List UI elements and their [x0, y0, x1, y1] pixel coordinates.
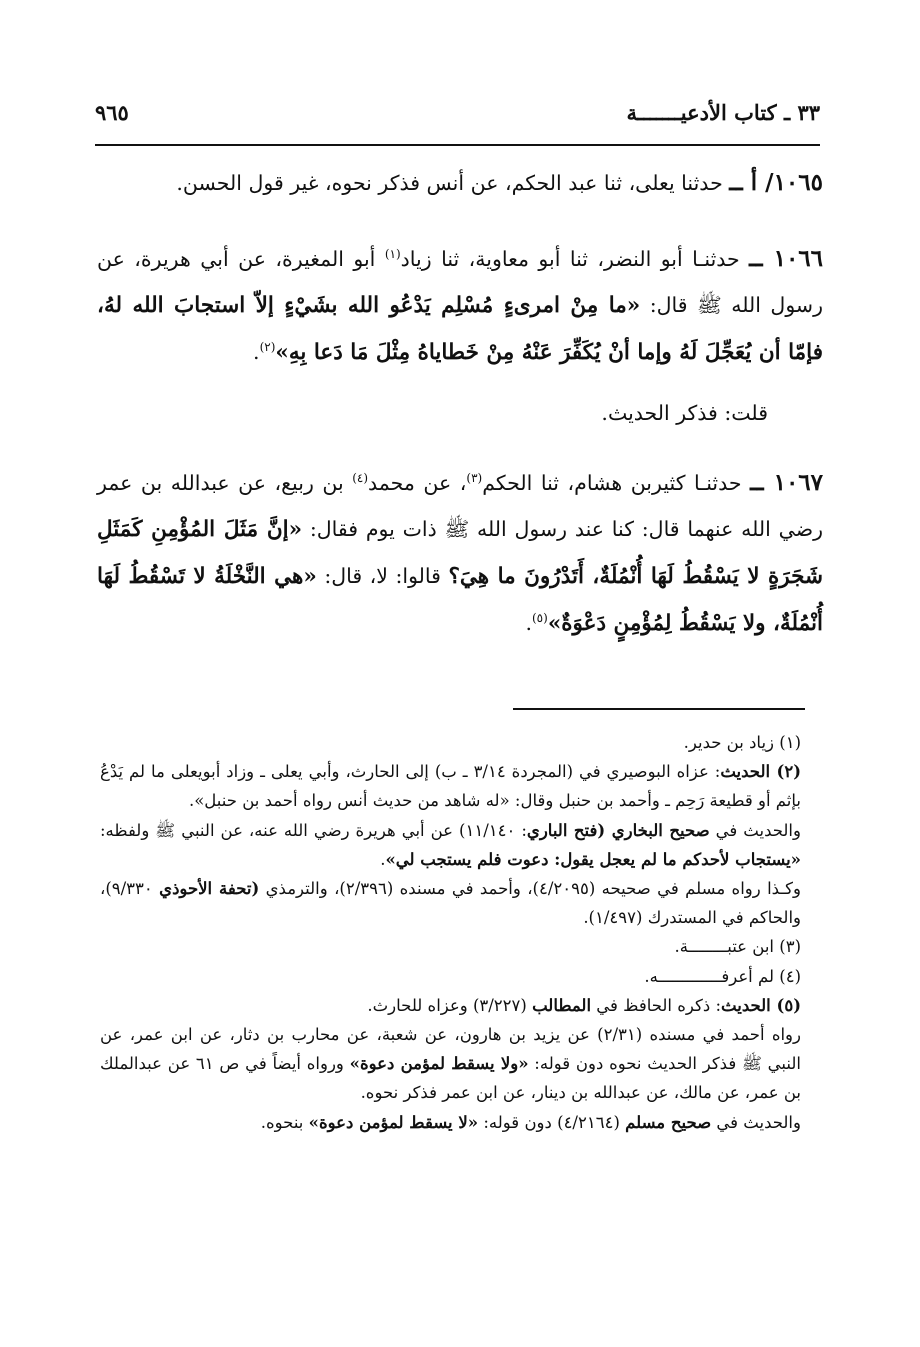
hadith-isnad: ، عن محمد — [368, 471, 467, 495]
hadith-matn: «هي النَّخْلَةُ لا تَسْقُطُ لَهَا أُنْمُلَةٌ، ولا يَسْقُطُ لِمُؤْمِنٍ دَعْوَةٌ» — [97, 564, 823, 636]
footnote-ref: (٤) — [352, 471, 369, 486]
footnote-text: . — [380, 849, 386, 869]
hadith-1066 — [97, 236, 823, 376]
footnote-ref: (٢) — [259, 340, 276, 355]
main-text — [97, 160, 823, 647]
hadith-isnad: حدثنـا كثيربن هشام، ثنا الحكم — [482, 471, 742, 495]
footnote-text: والحديث في — [709, 820, 801, 840]
footnote-ref: (٣) — [466, 471, 483, 486]
hadith-quote: «يستجاب لأحدكم ما لم يعجل يقول: دعوت فلم يستجب لي» — [385, 849, 801, 869]
footnote-label: (٥) الحديث — [721, 995, 801, 1015]
footnote-text: رواه أحمد في مسنده (٢/٣١) عن يزيد بن هارون، عن شعبة، عن محارب بن دثار، عن ابن عمر، عن النبي ﷺ فذكر الحديث نحوه دون قوله: — [100, 1025, 801, 1074]
hadith-isnad: بن ربيع، عن عبدالله بن عمر رضي الله عنهما قال: كنا عند رسول الله ﷺ ذات يوم فقال: — [97, 471, 823, 541]
footnote-label: (٢) الحديث — [720, 762, 802, 782]
footnote-text: وكـذا رواه مسلم في صحيحه (٤/٢٠٩٥)، وأحمد في مسنده (٢/٣٩٦)، والترمذي — [259, 879, 801, 899]
footnote-text: : عزاه البوصيري في (المجردة ٣/١٤ ـ ب) إلى الحارث، وأبي يعلى ـ وزاد أبويعلى ما لم يَدْعُ بإثم أو قطيعة رَحِم ـ وأحمد بن حنبل وقال: «له شاهد من حديث أنس رواه أحمد بن حنبل». — [100, 762, 801, 811]
footnote-text: بنحوه. — [260, 1112, 309, 1132]
hadith-isnad: حدثنـا أبو النضر، ثنا أبو معاوية، ثنا زياد — [400, 247, 740, 271]
hadith-narration: قالوا: لا، قال: — [316, 564, 449, 588]
footnote-2 — [100, 757, 823, 815]
footnote-2-para-2 — [100, 816, 823, 874]
footnote-5 — [100, 991, 823, 1020]
sentence-end: . — [253, 340, 260, 364]
hadith-number: ١٠٦٥/ أ ــ — [729, 169, 823, 196]
sentence-end: . — [525, 611, 532, 635]
hadith-quote: «ولا يسقط لمؤمن دعوة» — [349, 1054, 529, 1074]
footnote-text: : ذكره الحافظ في — [591, 995, 722, 1015]
page-number: ٩٦٥ — [95, 100, 129, 125]
qultu-line: قلت: فذكر الحديث. — [601, 401, 768, 425]
footnote-4: (٤) لم أعرفـــــــــــــه. — [644, 966, 801, 986]
chapter-title: ٣٣ ـ كتاب الأدعيـــــــة — [626, 100, 820, 125]
footnote-text: : ١١/١٤٠) عن أبي هريرة رضي الله عنه، عن النبي ﷺ ولفظه: — [100, 820, 527, 840]
footnote-separator — [513, 708, 805, 710]
footnote-text: (٤/٢١٦٤) دون قوله: — [478, 1112, 626, 1132]
footnote-1: (١) زياد بن حدير. — [683, 733, 801, 752]
hadith-number: ١٠٦٧ ــ — [750, 469, 824, 496]
hadith-isnad: أبو المغيرة، عن أبي هريرة، عن رسول الله ﷺ قال: — [97, 247, 823, 317]
footnote-3: (٣) ابن عتبــــــــة. — [674, 937, 801, 957]
footnote-5-para-2 — [100, 1020, 823, 1108]
source-title: صحيح البخاري (فتح الباري — [526, 820, 710, 840]
hadith-quote: «لا يسقط لمؤمن دعوة» — [308, 1112, 479, 1132]
source-title: (تحفة الأحوذي — [159, 879, 260, 899]
hadith-matn: «إنَّ مَثَلَ المُؤْمِنِ كَمَثَلِ شَجَرَةٍ لا يَسْقُطُ لَهَا أُنْمُلَةٌ، أَتَدْرُونَ ما هِيَ؟ — [97, 517, 823, 589]
hadith-text: حدثنا يعلى، ثنا عبد الحكم، عن أنس فذكر نحوه، غير قول الحسن. — [176, 171, 723, 195]
footnote-ref: (١) — [384, 247, 401, 262]
footnote-ref: (٥) — [531, 611, 548, 626]
footnote-text: ورواه أيضاً في ص ٦١ عن عبدالملك بن عمر، عن مالك، عن عبدالله بن دينار، عن ابن عمر فذكر نحوه. — [100, 1054, 801, 1103]
footnote-text: والحديث في — [711, 1112, 801, 1132]
source-title: صحيح مسلم — [625, 1112, 712, 1132]
footnote-2-para-3 — [100, 874, 823, 932]
page-header — [95, 92, 820, 146]
hadith-matn: «ما مِنْ امرىءٍ مُسْلِم يَدْعُو الله بشَيْءٍ إلاّ استجابَ الله لهُ، فإمّا أن يُعَجِّلَ لَهُ وإما أنْ يُكَفِّرَ عَنْهُ مِنْ خَطاياهُ مِثْلَ مَا دَعا بِهِ» — [97, 293, 823, 365]
hadith-1067 — [97, 460, 823, 647]
hadith-number: ١٠٦٦ ــ — [749, 245, 824, 272]
footnote-5-para-3 — [100, 1108, 823, 1137]
footnote-text: (٣/٢٢٧) وعزاه للحارث. — [367, 995, 533, 1015]
footnote-text: ٩/٣٣٠)، والحاكم في المستدرك (١/٤٩٧). — [100, 879, 801, 928]
source-title: المطالب — [532, 995, 592, 1015]
footnotes — [100, 728, 823, 1137]
hadith-1065 — [97, 160, 823, 206]
